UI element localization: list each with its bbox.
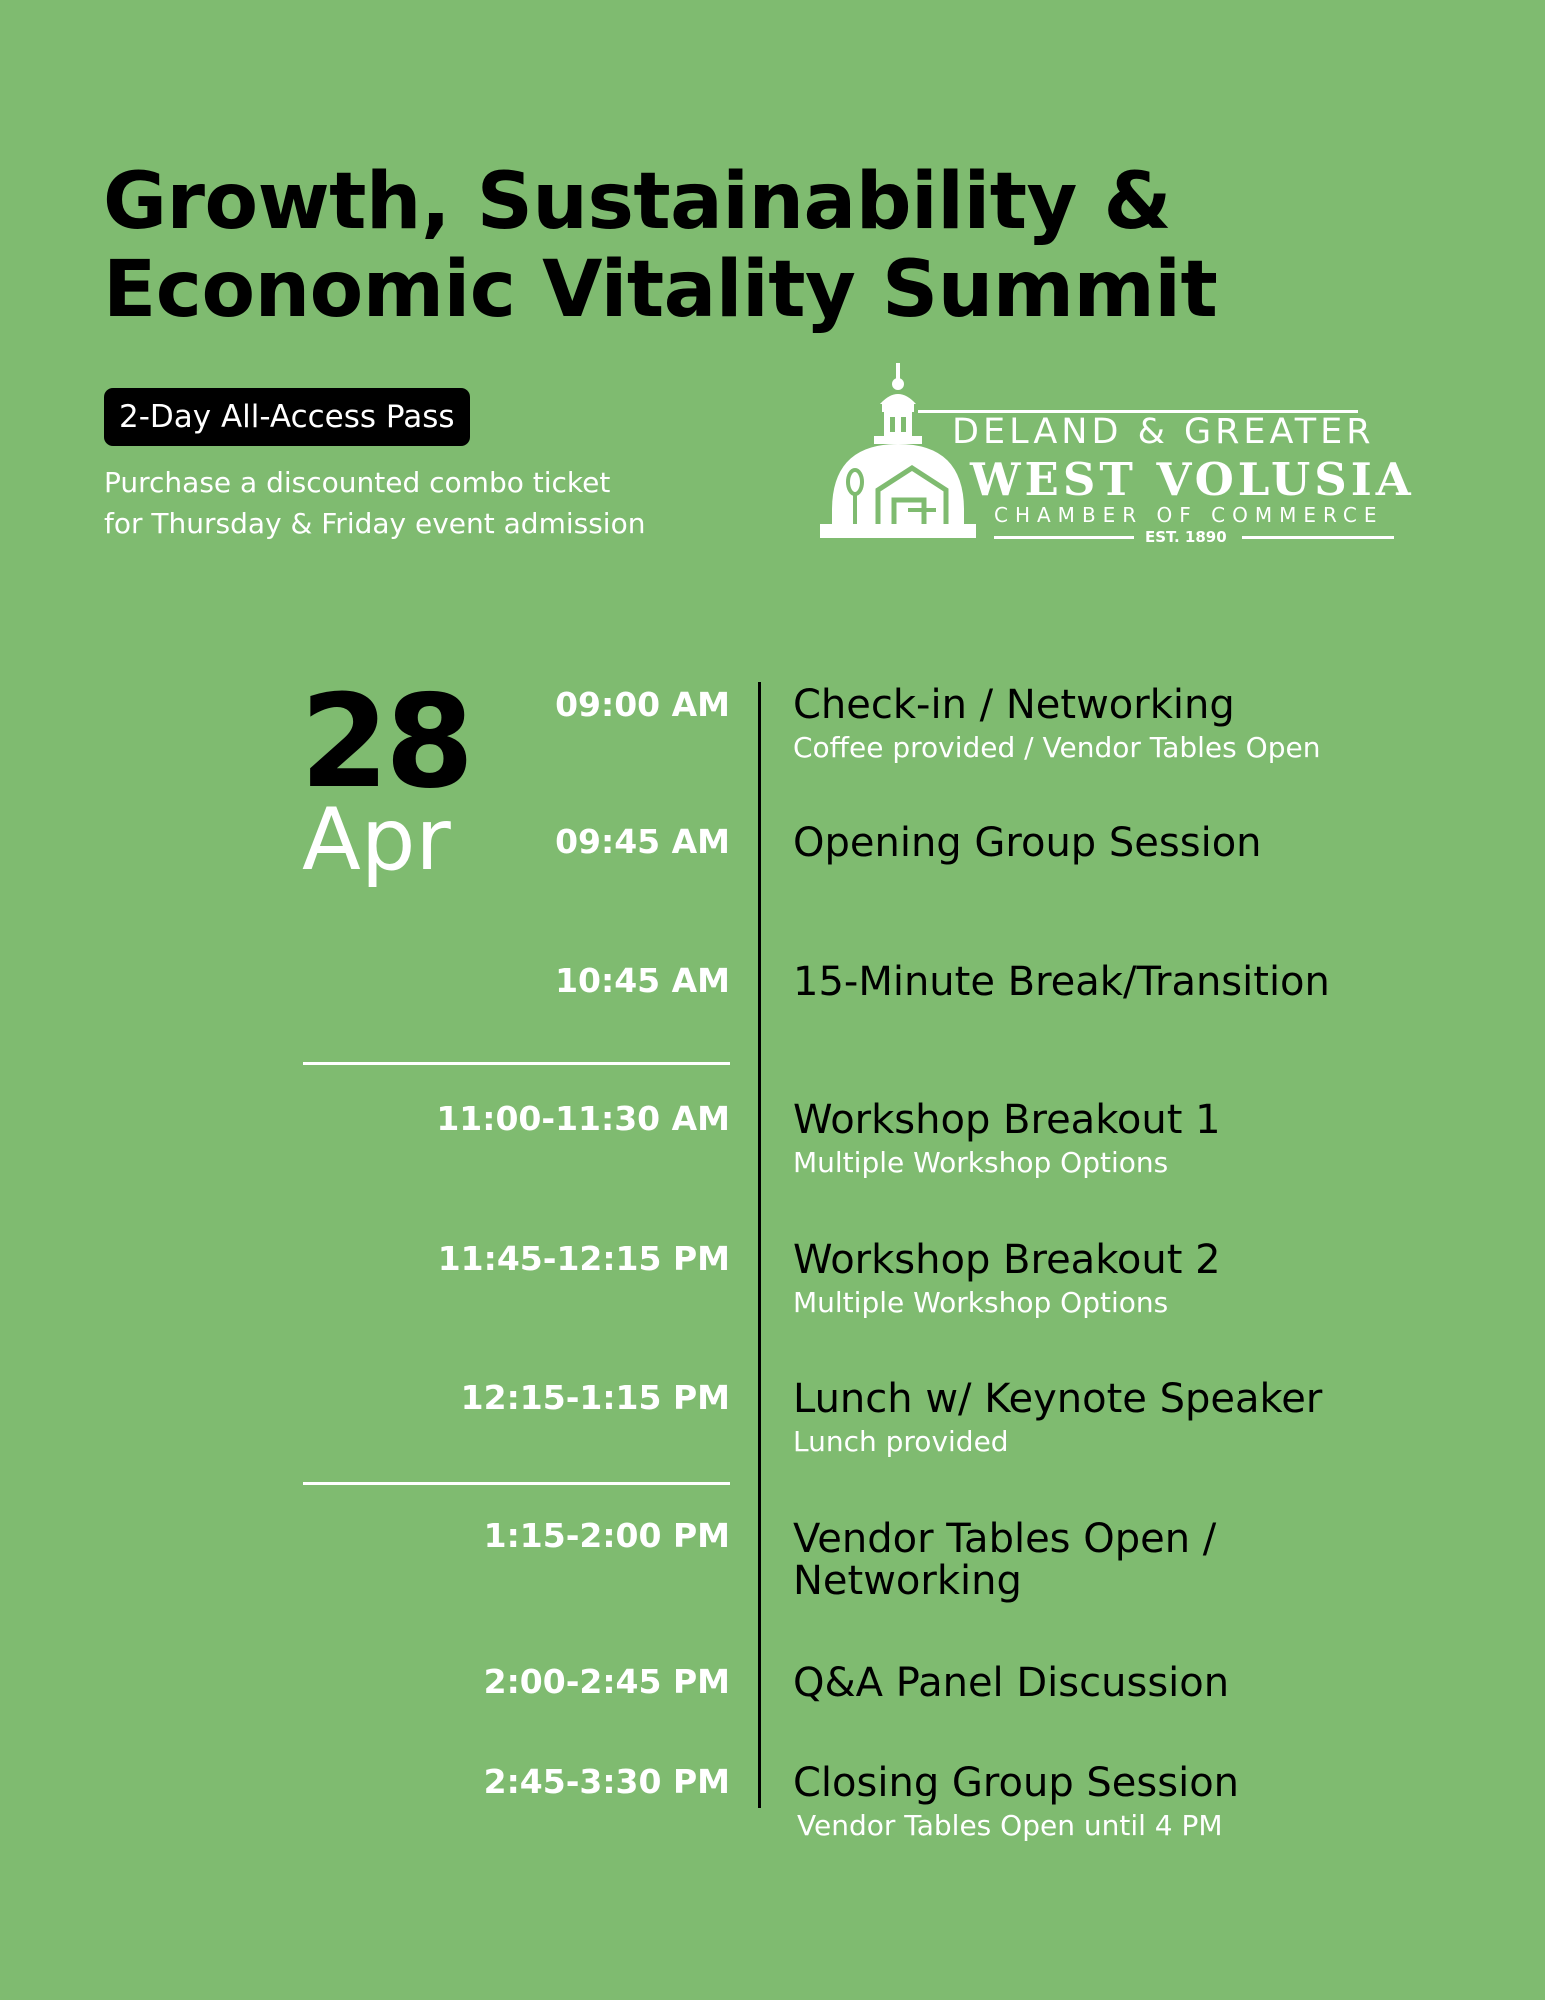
event-subtitle: Multiple Workshop Options <box>793 1286 1169 1319</box>
event-title: Q&A Panel Discussion <box>793 1660 1230 1706</box>
pass-description <box>104 462 645 544</box>
schedule-event <box>793 961 1513 1003</box>
schedule-event <box>793 822 1513 864</box>
event-title: Closing Group Session <box>793 1760 1240 1806</box>
event-title: Lunch w/ Keynote Speaker <box>793 1376 1323 1422</box>
event-subtitle: Vendor Tables Open until 4 PM <box>797 1809 1223 1842</box>
schedule-event <box>793 1099 1513 1181</box>
event-subtitle: Coffee provided / Vendor Tables Open <box>793 731 1321 764</box>
date-month: Apr <box>302 790 451 890</box>
schedule-time: 11:45-12:15 PM <box>437 1239 730 1278</box>
date-day: 28 <box>300 668 471 817</box>
event-title-line-2: Networking <box>793 1558 1022 1604</box>
schedule-time: 09:45 AM <box>555 822 730 861</box>
schedule-event <box>793 1239 1513 1321</box>
pass-description-line-1: Purchase a discounted combo ticket <box>104 466 611 499</box>
event-title: Workshop Breakout 1 <box>793 1097 1221 1143</box>
logo-text-line-3: CHAMBER OF COMMERCE <box>994 503 1384 527</box>
event-subtitle: Multiple Workshop Options <box>793 1146 1169 1179</box>
schedule-event <box>793 1762 1513 1844</box>
timeline-divider <box>758 682 761 1808</box>
page-title <box>103 158 1217 334</box>
event-title: Opening Group Session <box>793 820 1262 866</box>
event-subtitle: Lunch provided <box>793 1425 1009 1458</box>
schedule-time: 09:00 AM <box>555 685 730 724</box>
pass-description-line-2: for Thursday & Friday event admission <box>104 507 646 540</box>
event-title-line-1: Vendor Tables Open / <box>793 1516 1217 1562</box>
schedule-event <box>793 1662 1513 1704</box>
schedule-event <box>793 1518 1513 1602</box>
schedule-time: 1:15-2:00 PM <box>483 1516 730 1555</box>
title-line-1: Growth, Sustainability & <box>103 157 1172 247</box>
event-title: 15-Minute Break/Transition <box>793 959 1330 1005</box>
schedule-time: 10:45 AM <box>555 961 730 1000</box>
schedule-time: 12:15-1:15 PM <box>460 1378 730 1417</box>
logo-text-line-1: DELAND & GREATER <box>952 412 1375 452</box>
pass-badge: 2-Day All-Access Pass <box>104 388 470 446</box>
schedule-time: 2:45-3:30 PM <box>483 1762 730 1801</box>
schedule-event <box>793 1378 1513 1460</box>
section-divider-2 <box>303 1482 730 1485</box>
logo-text-line-2: WEST VOLUSIA <box>970 453 1415 506</box>
schedule-time: 2:00-2:45 PM <box>483 1662 730 1701</box>
logo-established: EST. 1890 <box>1145 528 1227 546</box>
event-title: Workshop Breakout 2 <box>793 1237 1221 1283</box>
title-line-2: Economic Vitality Summit <box>103 245 1218 335</box>
schedule-event <box>793 684 1513 766</box>
chamber-logo <box>818 360 1415 550</box>
event-title: Check-in / Networking <box>793 682 1235 728</box>
schedule-time: 11:00-11:30 AM <box>436 1099 730 1138</box>
section-divider-1 <box>303 1062 730 1065</box>
